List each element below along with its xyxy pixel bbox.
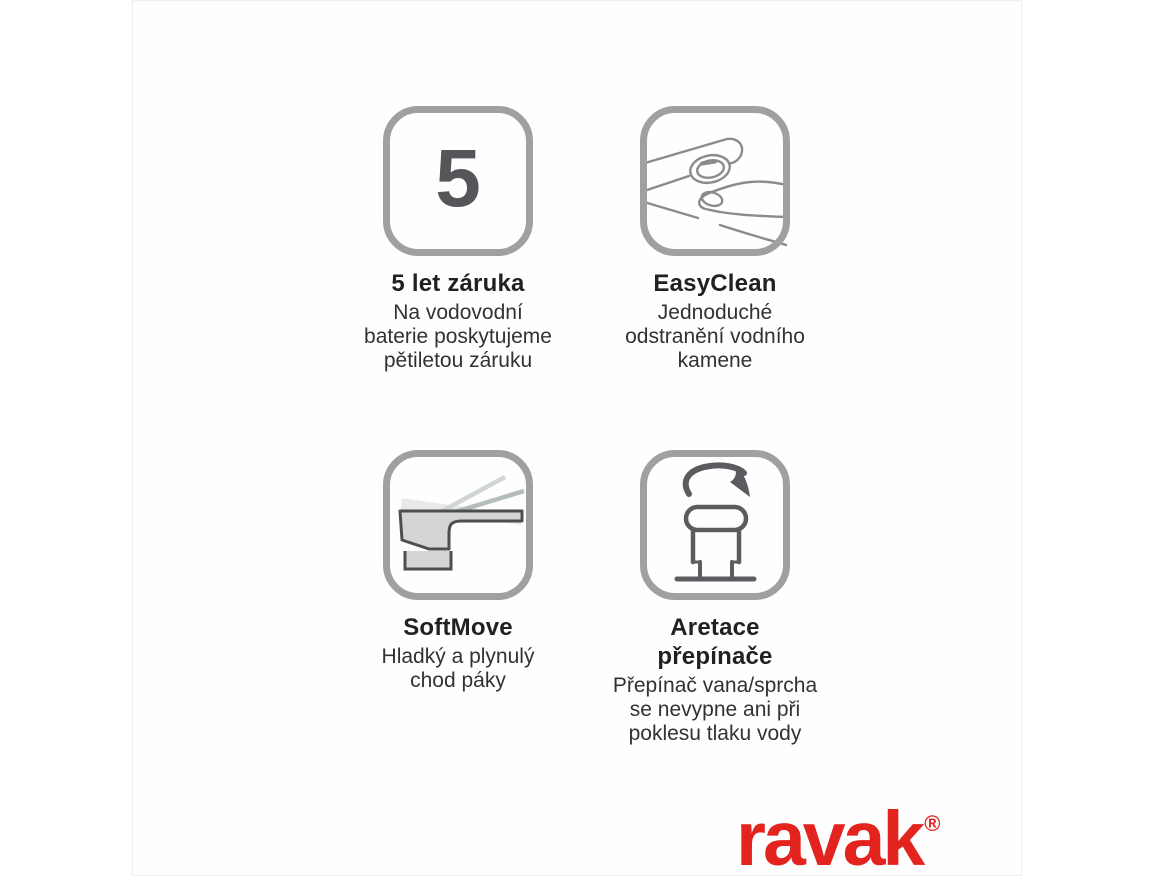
ravak-logo-text: ravak [736, 796, 923, 882]
diverter-knob-rotation-icon [640, 450, 790, 600]
feature-title: SoftMove [403, 614, 513, 641]
feature-diverter-lock [580, 450, 850, 746]
feature-easyclean [580, 106, 850, 373]
softmove-lever-icon [383, 450, 533, 600]
feature-title: Aretace přepínače [657, 614, 773, 670]
feature-warranty [323, 106, 593, 373]
feature-description: Hladký a plynulý chod páky [381, 645, 535, 692]
feature-title: 5 let záruka [391, 270, 525, 297]
easyclean-aerator-finger-icon [640, 106, 790, 256]
feature-description: Jednoduché odstranění vodního kamene [625, 301, 805, 372]
number-5-badge-icon [383, 106, 533, 256]
feature-description: Přepínač vana/sprcha se nevypne ani při poklesu tlaku vody [612, 674, 818, 745]
feature-title: EasyClean [653, 270, 777, 297]
registered-trademark-symbol: ® [924, 811, 941, 836]
feature-softmove [323, 450, 593, 693]
ravak-logo [736, 792, 941, 882]
feature-description: Na vodovodní baterie poskytujeme pětiletou záruku [364, 301, 552, 372]
badge-number-5: 5 [435, 133, 481, 224]
